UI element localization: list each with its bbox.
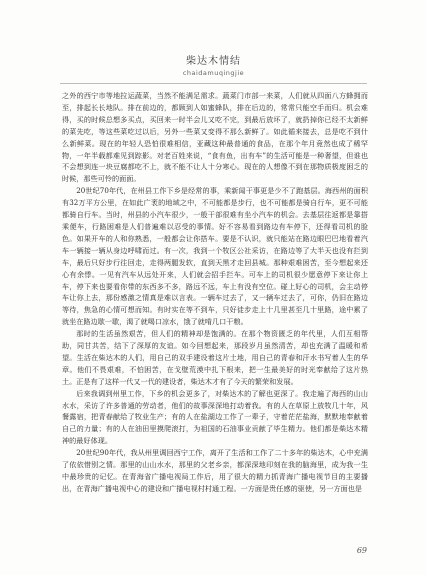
body-text (62, 90, 368, 495)
header-divider (60, 83, 367, 84)
book-title-pinyin: chaidamuqingjie (182, 69, 245, 77)
page-number: 69 (356, 546, 367, 555)
book-title: 柴达木情结 (186, 56, 241, 67)
paragraph: 之外的西宁市等地拉运蔬菜，当然不能满足需求。蔬菜门市部一来菜，人们就从四面八方蜂拥而至，排起长长地队。排在前边的，都顾到人如蜜蜂队，排在后边的，常常只能空手而归。机会难得，买的时候总想多买点，买回来一时半会儿又吃不完，到最后放坏了，就扔掉你已经不太新鲜的菜先吃，等这些菜吃过以后，另外一些菜又变得不那么新鲜了。如此循来接去，总是吃不到什么新鲜菜。现在的年轻人恐怕很难相信，亚藏这种最普通的食品，在那个年月竟然也成了稀罕物，一年半载都难见到踪影。对老百姓来说，“食有鱼，出有车”的生活可能是一种奢望，但谁也不会想到连一块豆腐都吃不上，就不能不让人十分寒心。现在的人想像不到在那物质极度困乏的时候，那些可怜的面面。 (62, 91, 368, 184)
paragraph: 那时的生活虽然艰苦，但人们的精神却是饱满的。在那个物资匮乏的年代里，人们互相帮助，同甘共苦，结下了深厚的友谊。如今回想起来，那段岁月虽然清苦，却也充满了温暖和希望。生活在柴达木的人们，用自己的双手建设着这片土地，用自己的青春和汗水书写着人生的华章。他们不畏艰难，不怕困苦，在戈壁荒漠中扎下根来，把一生最美好的时光奉献给了这片热土。正是有了这样一代又一代的建设者，柴达木才有了今天的繁荣和发展。 (62, 329, 368, 386)
running-header (0, 56, 427, 78)
paragraph: 20世纪70年代，在州县工作下乡是经常的事，乘新闻干事更是少不了跑基层。海西州的面积有32万平方公里，在如此广袤的地域之中，不可能都是步行，也不可能都是骑自行车，更不可能都骑自行车。当时，州县的小汽车很少，一般干部很难有坐小汽车的机会。去基层往返都是靠搭乘便车，行路困难是人们普遍难以忍受的事情。好不容易看到路边有车停下，还得看司机的脸色。如果开车的人和你熟悉，一般都会让你搭车。要是不认识，就只能站在路边眼巴巴地看着汽车一辆接一辆从身边呼啸而过。有一次，我到一个牧区公社采访，在路边等了大半天也没有拦到车，最后只好步行往回走，走得两腿发软，直到天黑才走回县城。那种艰难困苦，至今想起来还心有余悸。一见有汽车从远处开来，人们就会招手拦车。可车上的司机很少愿意停下来让你上车，停下来也要看你带的东西多不多，路远不远，车上有没有空位。碰上好心的司机，会主动停车让你上去，那份感激之情真是难以言表。一辆车过去了，又一辆车过去了，可你，仍旧在路边等待，焦急的心情可想而知。有时实在等不到车，只好徒步走上十几里甚至几十里路，途中累了就坐在路边歇一歇，渴了就喝口凉水，饿了就啃几口干粮。 (62, 186, 368, 327)
paragraph: 后来我调到州里工作，下乡的机会更多了，对柴达木的了解也更深了。我走遍了海西的山山水水，采访了许多普通的劳动者，他们的故事深深地打动着我。有的人在草原上放牧几十年，风餐露宿，把青春献给了牧业生产；有的人在盐湖边工作了一辈子，守着茫茫盐海，默默地奉献着自己的力量；有的人在油田里摸爬滚打，为祖国的石油事业贡献了毕生精力。他们都是柴达木精神的最好体现。 (62, 388, 368, 446)
paragraph: 20世纪90年代，我从州里调回西宁工作，离开了生活和工作了二十多年的柴达木，心中充满了依依惜别之情。那里的山山水水，那里的父老乡亲，都深深地印刻在我的脑海里，成为我一生中最珍贵的记忆。在青海省广播电视局工作后，用了很大的精力抓青海广播电视节目的主要播出，在青海广播电视中心的建设和广播电视村村通工程。一方面是贵任感的驱使，另一方面也是 (62, 448, 368, 493)
